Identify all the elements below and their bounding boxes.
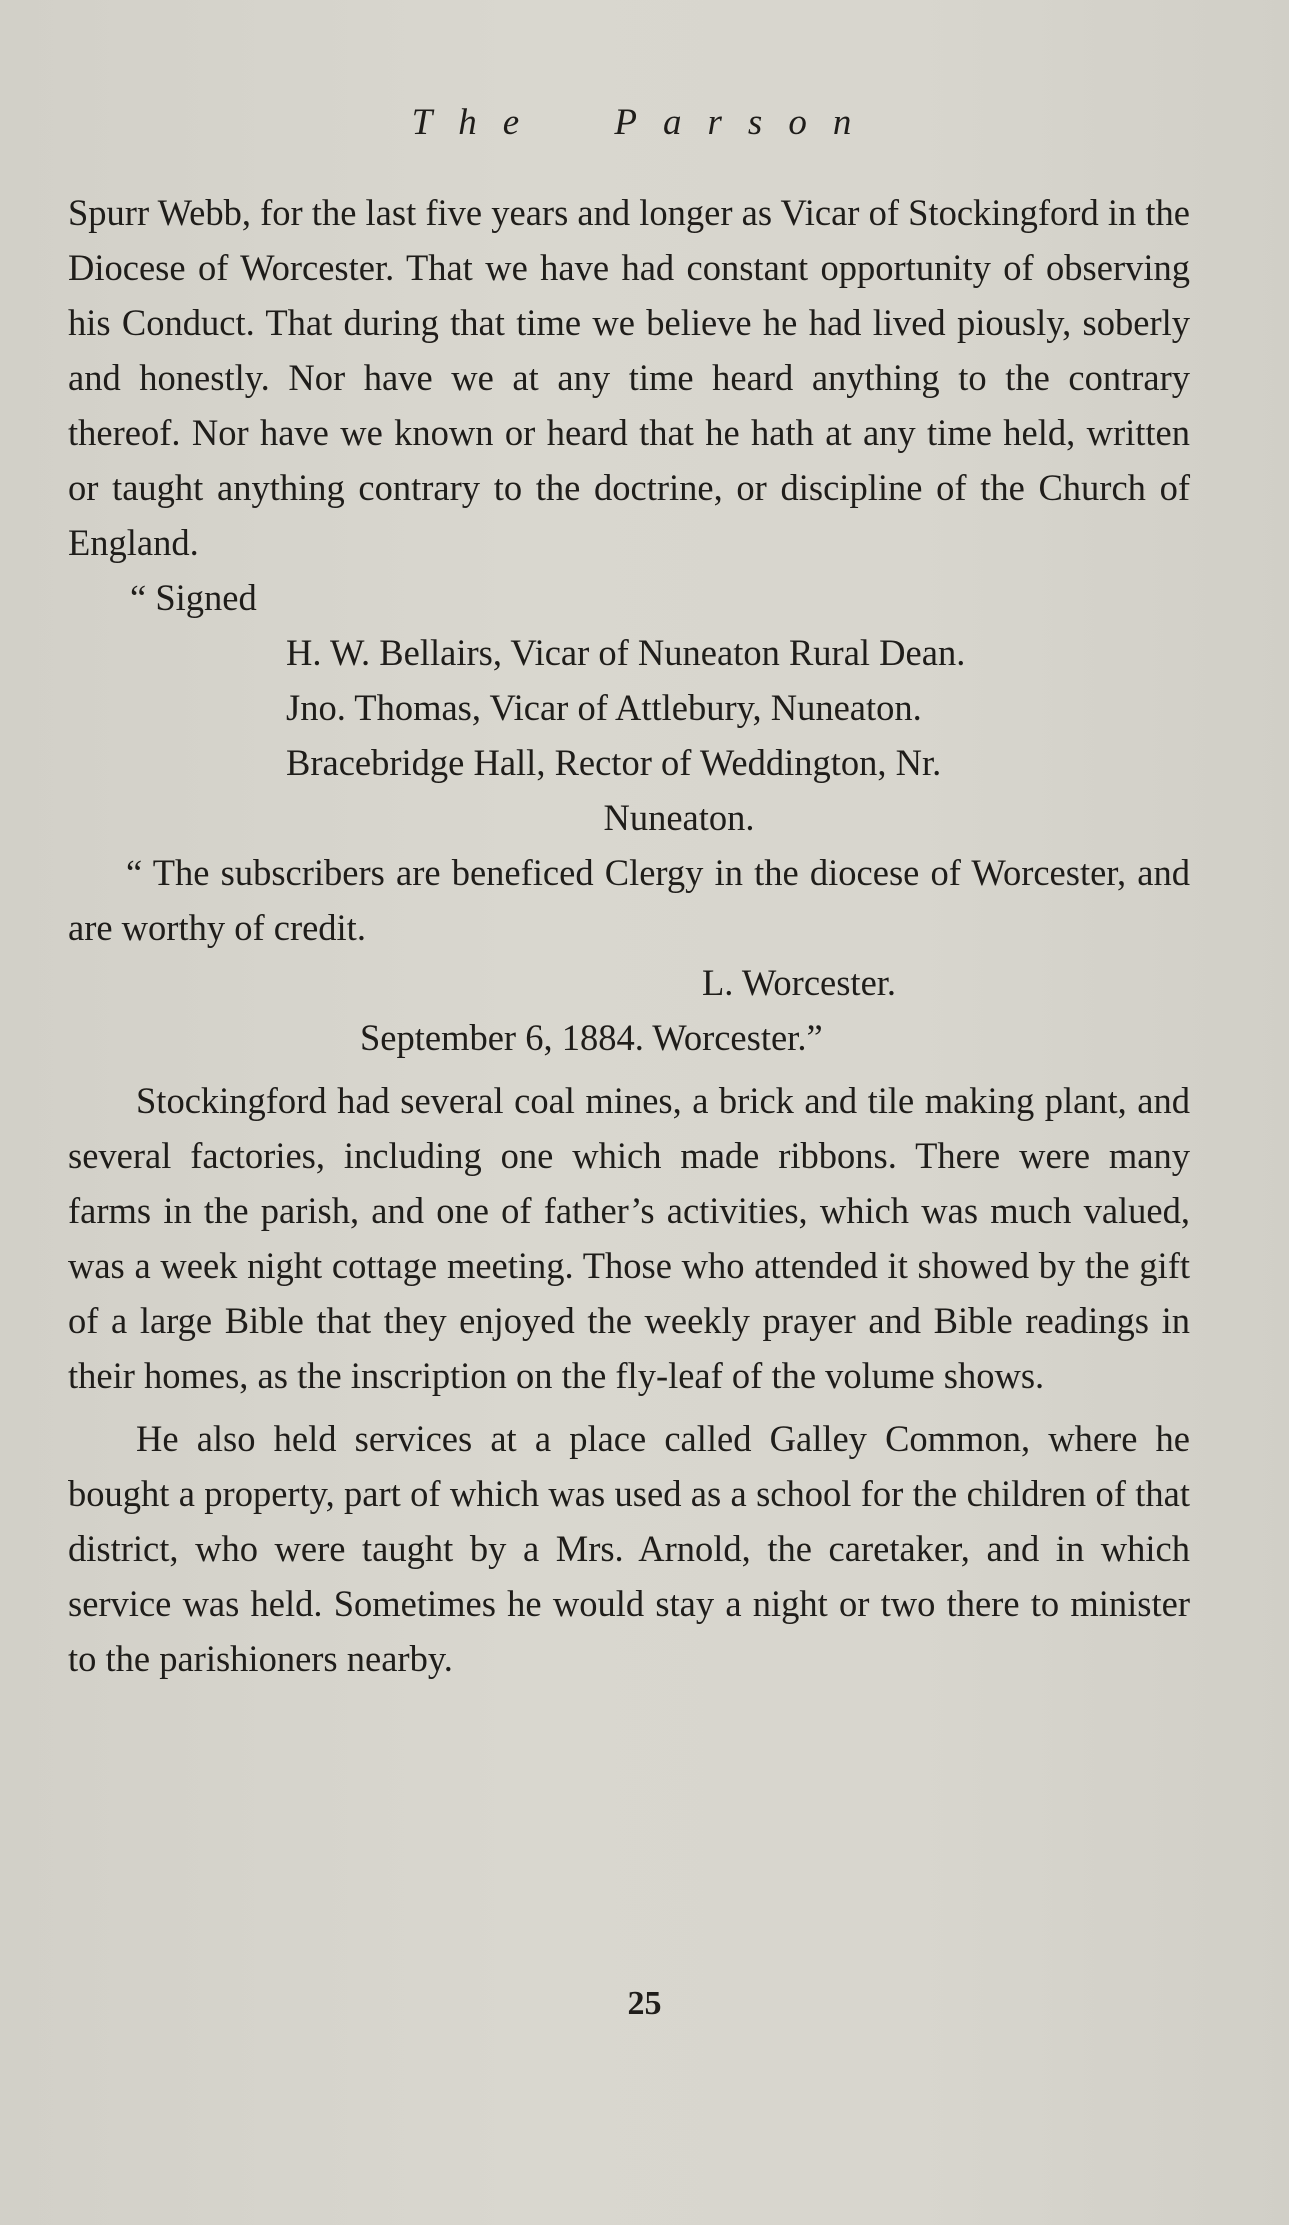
- paragraph-galley-common: He also held services at a place called Galley Common, where he bought a property, part of which was used as a school for the children of that district, who were taught by a Mrs. Arnold, the caretaker, and in which service was held. Sometimes he would stay a night or two there to minister to the parishioners nearby.: [68, 1418, 1190, 1679]
- page-body: [68, 185, 1190, 1686]
- date-line: September 6, 1884. Worcester.”: [360, 1017, 823, 1058]
- paragraph-testimonial: Spurr Webb, for the last five years and longer as Vicar of Stockingford in the Diocese of Worcester. That we have had constant opportunity of observing his Conduct. That during that time we believe he had lived piously, soberly and honestly. Nor have we at any time heard anything to the contrary thereof. Nor have we known or heard that he hath at any time held, written or taught anything contrary to the doctrine, or discipline of the Church of England.: [68, 192, 1190, 563]
- paragraph-subscribers: “ The subscribers are beneficed Clergy in the diocese of Worcester, and are worthy of credit.: [68, 852, 1190, 948]
- attestation-line: L. Worcester.: [702, 962, 897, 1003]
- signer-hall-continuation: Nuneaton.: [603, 797, 755, 838]
- paragraph-stockingford: Stockingford had several coal mines, a brick and tile making plant, and several factories, including one which made ribbons. There were many farms in the parish, and one of father’s activities, which was much valued, was a week night cottage meeting. Those who attended it showed by the gift of a large Bible that they enjoyed the weekly prayer and Bible readings in their homes, as the inscription on the fly-leaf of the volume shows.: [68, 1080, 1190, 1396]
- page-number: 25: [627, 1985, 662, 2022]
- signer-bellairs: H. W. Bellairs, Vicar of Nuneaton Rural Dean.: [286, 632, 966, 673]
- signer-thomas: Jno. Thomas, Vicar of Attlebury, Nuneaton.: [286, 687, 922, 728]
- running-header: The Parson: [411, 102, 878, 143]
- signed-line: “ Signed: [130, 577, 257, 618]
- signer-hall: Bracebridge Hall, Rector of Weddington, Nr.: [286, 742, 942, 783]
